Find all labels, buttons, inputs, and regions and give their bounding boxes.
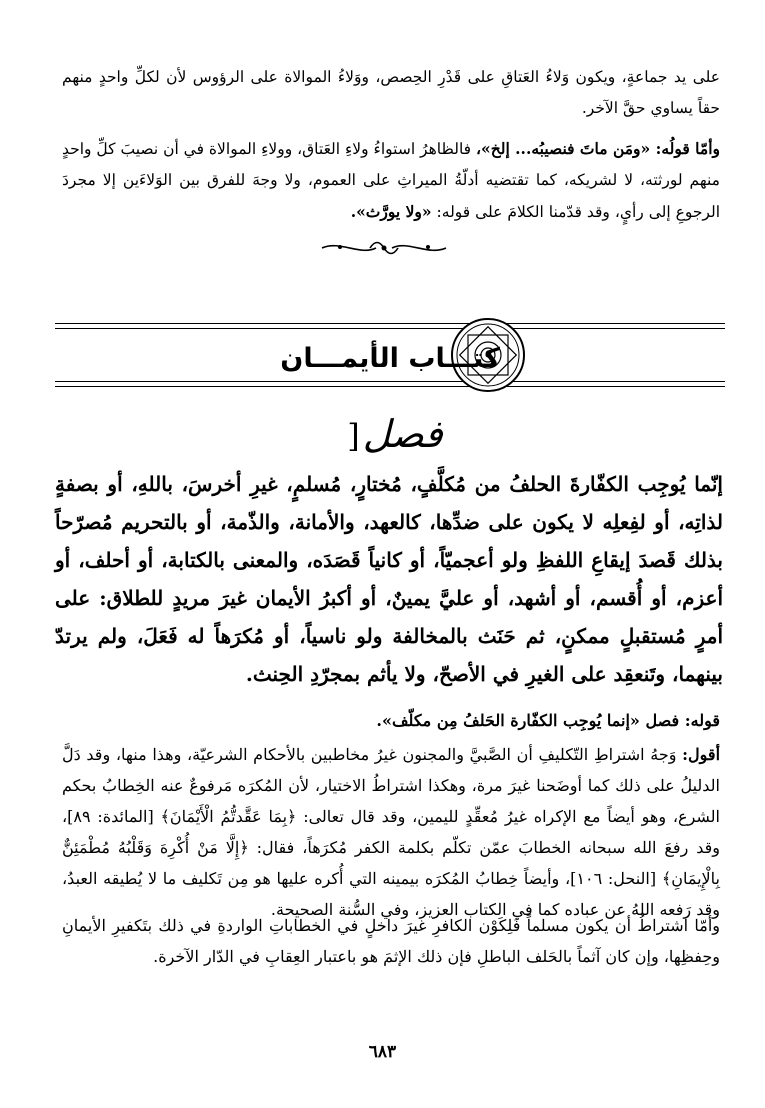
top-paragraph-1 (62, 62, 720, 124)
matn-text: إنّما يُوجِب الكفّارةَ الحلفُ من مُكلَّفٍ، مُختارٍ، مُسلمٍ، غيرِ أخرسَ، باللهِ، أو بصفةٍ لذاتِه، أو لفِعلِه لا يكون على ضدِّها، كالعهد، والأمانة، والذّمة، أو بالتحريم مُصرّحاً بذلك قَصدَ إيقاعِ اللفظِ ولو أعجميّاً، أو كانياً قَصَدَه، والمعنى بالكتابة، أو أحلف، أو أعزم، أو أُقسم، أو أشهد، أو عليَّ يمينٌ، أو أكبرُ الأيمان غيرَ مريدٍ للطلاق: على أمرٍ مُستقبلٍ ممكنٍ، ثم حَنَث بالمخالفة ولو ناسياً، أو مُكرَهاً له فَعَلَ، ولم يرتدّ بينهما، وتَنعقِد على الغيرِ في الأصحّ، ولا يأثم بمجرّدِ الحِنث. (55, 472, 723, 686)
commentary-heading (62, 705, 720, 736)
section-label-text: فصل (362, 412, 443, 456)
commentary-paragraph-1 (62, 739, 720, 925)
top-paragraph-1-text: على يد جماعةٍ، ويكون وَلاءُ العَتاقِ على قَدْرِ الحِصص، ووَلاءُ الموالاة على الرؤوس لأن لكلِّ واحدٍ منهم حقاً يساوي حقَّ الآخر. (62, 68, 720, 117)
top-paragraph-2-lead: وأمّا قولُه: «ومَن ماتَ فنصيبُه... إلخ»، (476, 139, 721, 158)
page-number: ٦٨٣ (368, 1042, 397, 1062)
chapter-title: كتـــاب الأيمـــان (280, 343, 500, 374)
top-paragraph-2 (62, 133, 720, 228)
commentary-paragraph-1-body: وَجهُ اشتراطِ التّكليفِ أن الصَّبيَّ والمجنون غيرُ مخاطبين بالأحكام الشرعيّة، وهذا منها، وقد دَلَّ الدليلُ على ذلك كما أوضَحنا غيرَ مرة، وهكذا اشتراطُ الاختيار، لأن المُكرَه مَرفوعٌ عنه الخِطابُ بحكم الشرع، وهو أيضاً مع الإكراه غيرُ مُعقِّدٍ لليمين، وقد قال تعالى: ﴿بِمَا عَقَّدتُّمُ الْأَيْمَانَ﴾ [المائدة: ٨٩]، وقد رفعَ الله سبحانه الخطابَ عمّن تكلّم بكلمة الكفر مُكرَهاً، فقال: ﴿إِلَّا مَنْ أُكْرِهَ وَقَلْبُهُ مُطْمَئِنٌّ بِالْإِيمَانِ﴾ [النحل: ١٠٦]، وأيضاً خِطابُ المُكرَه بيمينه التي أُكره عليها هو مِن تَكليف ما لا يُطيقه العبدُ، وقد رَفعه اللهُ عن عباده كما في الكتاب العزيز، وفي السُّنة الصحيحة. (62, 745, 721, 919)
section-bracket: [ (347, 417, 360, 455)
top-paragraph-2-body: فالظاهرُ استواءُ ولاءِ العَتاق، وولاءِ الموالاة في أن نصيبَ كلِّ واحدٍ منهم لورثته، لا لشريكه، كما تقتضيه أدلّةُ الميراثِ على العموم، ولا وجهَ للفرق بين الوَلاءَين إلا مجردَ الرجوعِ إلى رأيٍ، وقد قدّمنا الكلامَ على قوله: (62, 140, 720, 221)
chapter-rule-top (55, 323, 725, 324)
chapter-rule-bottom (55, 386, 725, 387)
commentary-paragraph-1-lead: أقول: (682, 745, 721, 764)
chapter-rule-bottom-inner (55, 381, 725, 382)
top-paragraph-2-quote: «ولا يورَّث». (350, 202, 432, 221)
commentary-heading-lead: قوله: (684, 711, 720, 730)
section-label (340, 412, 450, 468)
chapter-header (55, 315, 725, 395)
chapter-rule-top-inner (55, 328, 725, 329)
ornament-divider (320, 236, 448, 260)
commentary-paragraph-2: وأمّا اشتراطُ أن يكون مسلماً فَلِكَوْن الكافرِ غيرَ داخلٍ في الخطاباتِ الواردةِ في ذلك بتَكفيرِ الأيمانِ وحِفظِها، وإن كان آثماً بالحَلف الباطلِ فإن ذلك الإثمَ هو باعتبار العِقابِ في الدّار الآخرة. (62, 916, 720, 966)
commentary-heading-quote: فصل «إنما يُوجِب الكفّارة الحَلفُ مِن مكلّف». (376, 711, 680, 730)
